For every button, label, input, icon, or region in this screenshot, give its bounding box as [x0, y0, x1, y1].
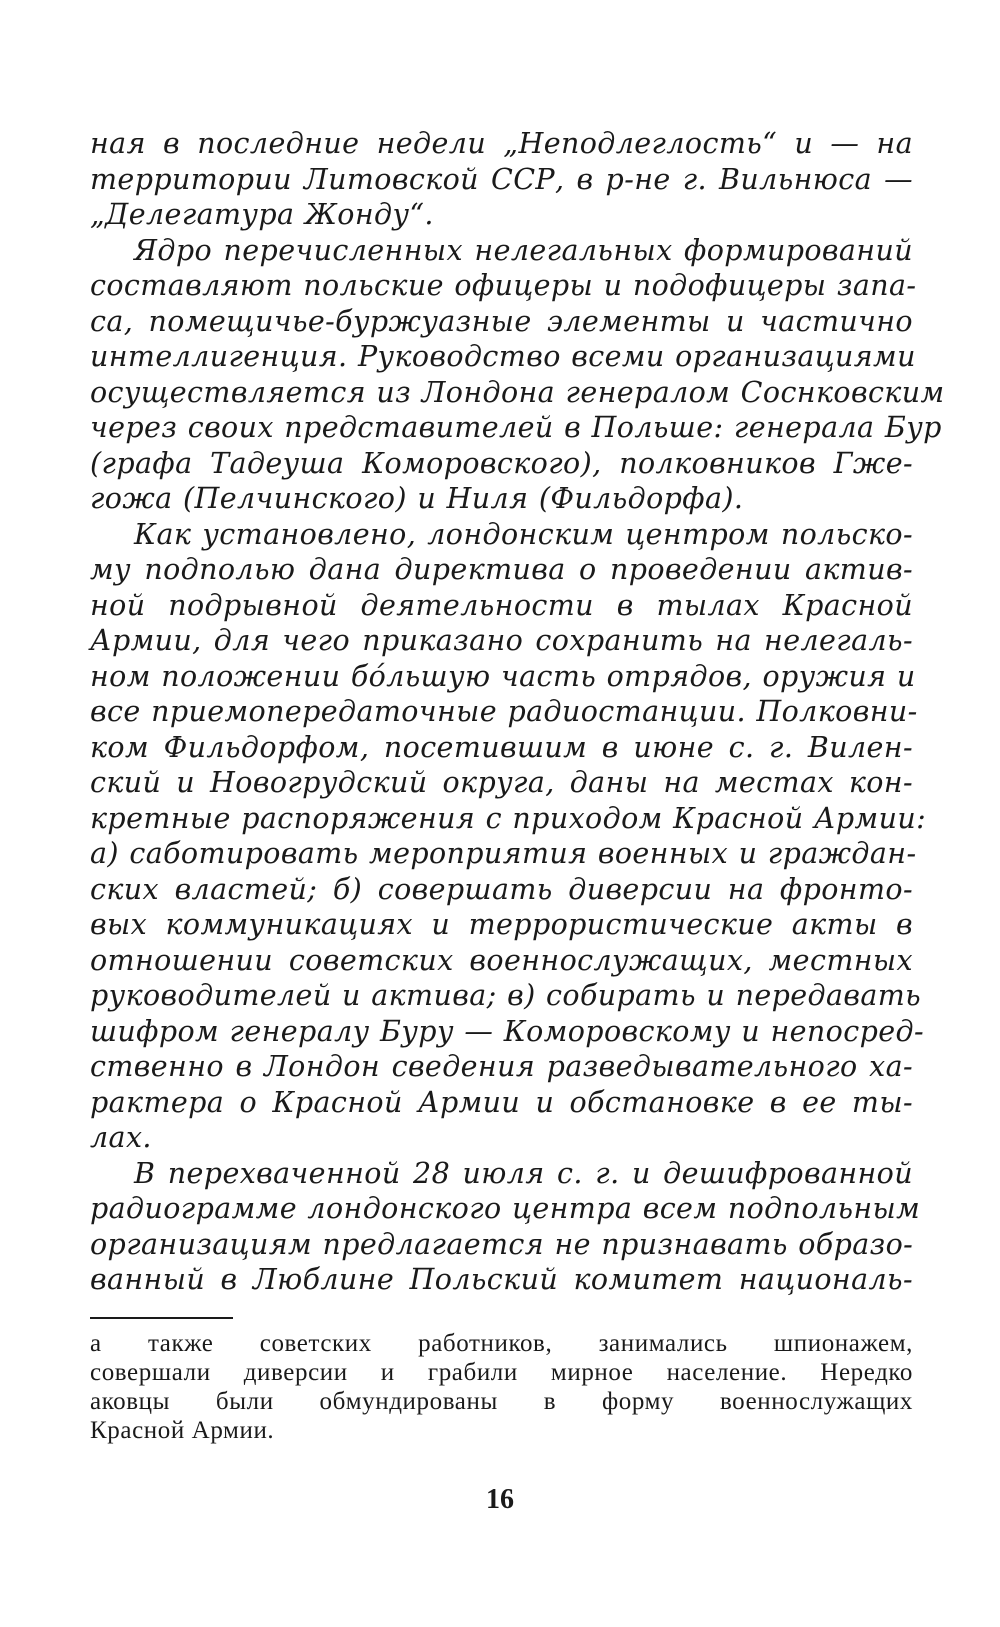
text-line: радиограмме лондонского центра всем подпольным: [90, 1192, 921, 1225]
text-line: ной подрывной деятельности в тылах Красной: [90, 588, 913, 622]
text-line: ком Фильдорфом, посетившим в июне с. г. Вилен-: [90, 730, 913, 764]
text-line: Как установлено, лондонским центром польско-: [134, 517, 913, 551]
text-line: кретные распоряжения с приходом Красной Армии:: [90, 801, 927, 835]
text-line: лах.: [90, 1121, 152, 1154]
paragraph: [90, 126, 913, 233]
text-line: ная в последние недели „Неподлеглость“ и — на: [90, 127, 913, 160]
text-line: вых коммуникациях и террористические акты в: [90, 908, 913, 941]
text-line: В перехваченной 28 июля с. г. и дешифрованной: [134, 1156, 913, 1190]
page-number: 16: [486, 1484, 514, 1515]
text-line: осуществляется из Лондона генералом Соснковским: [90, 375, 945, 409]
text-line: руководителей и актива; в) собирать и передавать: [90, 979, 922, 1012]
text-line: составляют польские офицеры и подофицеры запа-: [90, 269, 917, 302]
footnote-separator-rule: [90, 1317, 233, 1319]
text-line: шифром генералу Буру — Коморовскому и непосред-: [90, 1014, 924, 1048]
text-line: ских властей; б) совершать диверсии на фронто-: [90, 872, 913, 906]
paragraph: [90, 517, 927, 1156]
text-line: отношении советских военнослужащих, местных: [90, 943, 913, 977]
text-line: организациям предлагается не признавать образо-: [90, 1227, 914, 1261]
main-text-body: [90, 126, 945, 1298]
text-line: гожа (Пелчинского) и Ниля (Фильдорфа).: [90, 482, 744, 515]
text-line: ский и Новогрудский округа, даны на местах кон-: [90, 766, 913, 799]
text-line: Армии, для чего приказано сохранить на нелегаль-: [90, 624, 913, 657]
footnote: [90, 1329, 913, 1445]
text-line: ственно в Лондон сведения разведывательного ха-: [90, 1050, 913, 1083]
footnote-line: Красной Армии.: [90, 1417, 275, 1444]
text-line: са, помещичье-буржуазные элементы и частично: [90, 304, 913, 338]
footnote-line: аковцы были обмундированы в форму военнослужащих: [90, 1388, 913, 1415]
text-line: через своих представителей в Польше: генерала Бур: [90, 411, 942, 444]
paragraph: [90, 1156, 921, 1298]
text-line: интеллигенция. Руководство всеми организациями: [90, 340, 916, 373]
footnote-line: а также советских работников, занимались шпионажем,: [90, 1330, 913, 1357]
text-line: му подполью дана директива о проведении актив-: [90, 553, 913, 586]
text-line: все приемопередаточные радиостанции. Полковни-: [90, 695, 918, 728]
text-line: территории Литовской ССР, в р-не г. Вильнюса —: [90, 162, 913, 196]
text-line: ном положении бо́льшую часть отрядов, оружия и: [90, 659, 916, 693]
text-line: Ядро перечисленных нелегальных формирований: [134, 233, 913, 267]
paragraph: [90, 233, 945, 517]
text-line: а) саботировать мероприятия военных и граждан-: [90, 837, 917, 870]
text-line: рактера о Красной Армии и обстановке в ее ты-: [90, 1085, 913, 1119]
footnote-line: совершали диверсии и грабили мирное население. Нередко: [90, 1359, 913, 1386]
text-line: (графа Тадеуша Коморовского), полковников Гже-: [90, 446, 913, 480]
text-line: ванный в Люблине Польский комитет националь-: [90, 1263, 913, 1296]
text-line: „Делегатура Жонду“.: [90, 198, 434, 231]
